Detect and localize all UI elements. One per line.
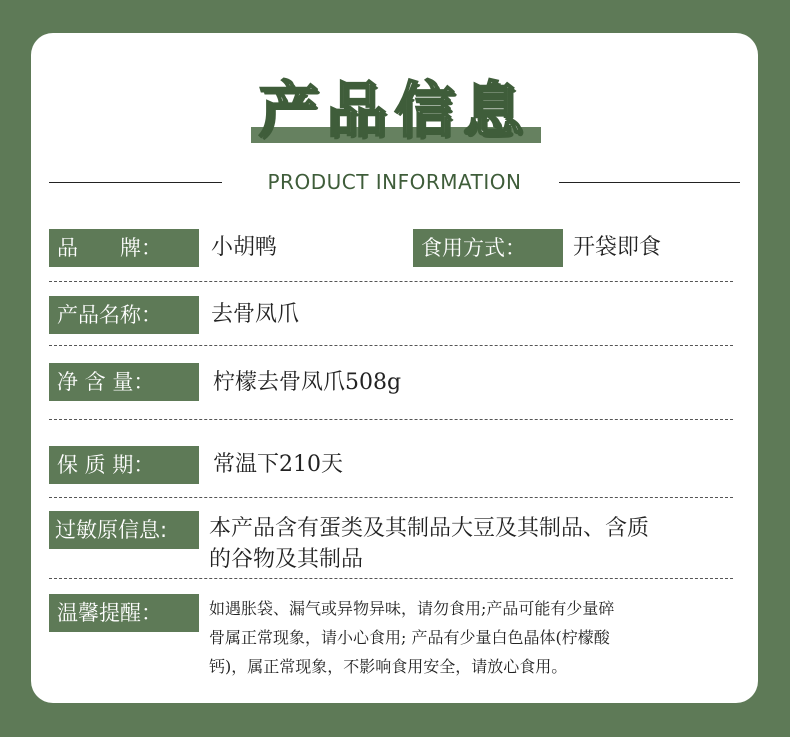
subtitle-divider-right xyxy=(559,182,740,183)
page-subtitle: PRODUCT INFORMATION xyxy=(267,170,522,194)
product-name-label: 产品名称： xyxy=(49,296,199,334)
page-title: 产品信息 xyxy=(258,76,531,146)
title-block xyxy=(31,71,758,151)
shelf-life-value: 常温下210天 xyxy=(213,452,343,477)
tips-line1: 如遇胀袋、漏气或异物异味，请勿食用;产品可能有少量碎 xyxy=(209,599,615,618)
allergen-value-line1: 本产品含有蛋类及其制品大豆及其制品、含质 xyxy=(209,516,650,541)
allergen-value-line2: 的谷物及其制品 xyxy=(209,547,364,572)
divider xyxy=(49,497,733,498)
tips-label: 温馨提醒： xyxy=(49,594,199,632)
shelf-life-label: 保 质 期： xyxy=(49,446,199,484)
allergen-label: 过敏原信息: xyxy=(49,511,199,549)
divider xyxy=(49,281,733,282)
method-label: 食用方式： xyxy=(413,229,563,267)
net-content-value: 柠檬去骨凤爪508g xyxy=(213,370,402,395)
divider xyxy=(49,578,733,579)
brand-value: 小胡鸭 xyxy=(211,235,278,260)
info-card xyxy=(31,33,758,703)
subtitle-row xyxy=(49,167,740,197)
tips-line2: 骨属正常现象，请小心食用; 产品有少量白色晶体(柠檬酸 xyxy=(209,628,610,647)
net-content-label: 净 含 量： xyxy=(49,363,199,401)
divider xyxy=(49,419,733,420)
divider xyxy=(49,345,733,346)
product-name-value: 去骨凤爪 xyxy=(211,302,300,327)
tips-line3: 钙)，属正常现象，不影响食用安全，请放心食用。 xyxy=(209,657,568,676)
brand-label: 品 牌： xyxy=(49,229,199,267)
method-value: 开袋即食 xyxy=(573,235,662,260)
